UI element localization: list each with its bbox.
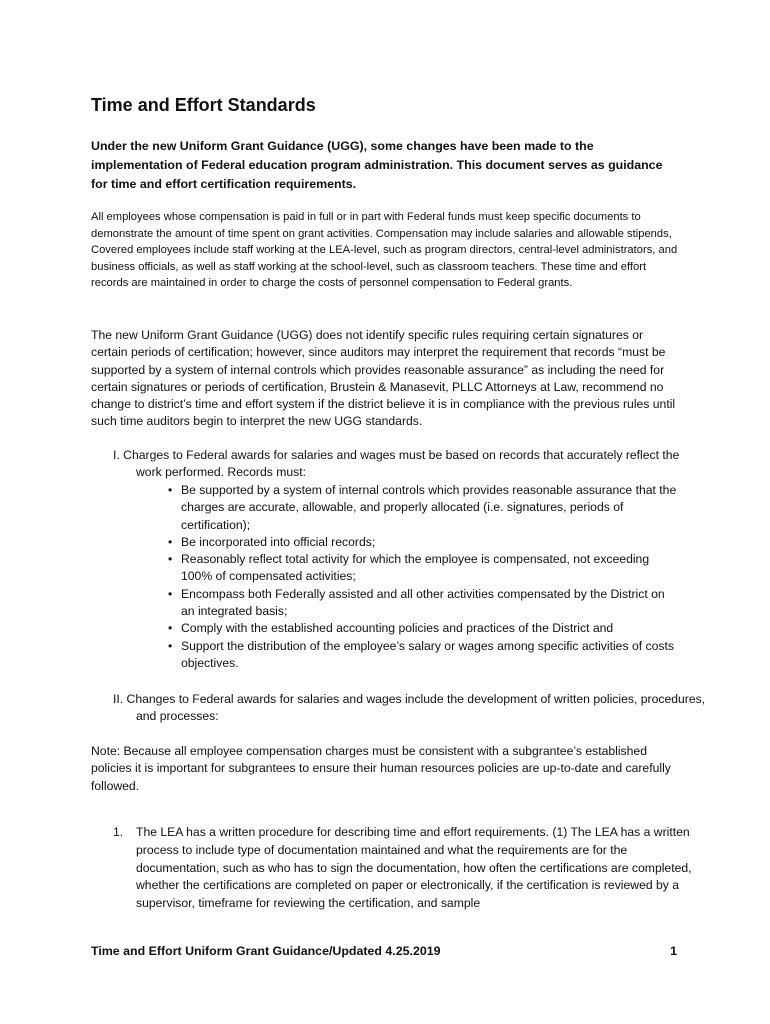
section-ii-heading: II. Changes to Federal awards for salaries and wages include the development of written policies, procedures, and processes:: [113, 692, 706, 724]
ugg-paragraph: The new Uniform Grant Guidance (UGG) does not identify specific rules requiring certain signatures or certain periods of certification; however, since auditors may interpret the requirement that records “must be supported by a system of internal controls which provides reasonable assurance” as including the need for certain signatures or periods of certification, Brustein & Manasevit, PLLC Attorneys at Law, recommend no change to district’s time and effort system if the district believe it is in compliance with the previous rules until such time auditors begin to interpret the new UGG standards.: [91, 328, 676, 429]
list-item: • Comply with the established accounting policies and practices of the District and: [158, 620, 678, 637]
footer-text: Time and Effort Uniform Grant Guidance/Updated 4.25.2019: [91, 944, 441, 958]
note-paragraph: Note: Because all employee compensation charges must be consistent with a subgrantee’s established policies it is important for subgrantees to ensure their human resources policies are up-to-date and carefully followed.: [91, 744, 671, 793]
list-item: • Reasonably reflect total activity for which the employee is compensated, not exceeding 100% of compensated activities;: [158, 551, 678, 586]
intro-paragraph: Under the new Uniform Grant Guidance (UGG), some changes have been made to the implementation of Federal education program administration. This document serves as guidance for time and effort certification requirements.: [91, 139, 663, 191]
section-i-heading: I. Charges to Federal awards for salaries and wages must be based on records that accurately reflect the work performed. Records must:: [113, 448, 680, 480]
page-title: Time and Effort Standards: [91, 95, 316, 115]
list-item: • Be incorporated into official records;: [158, 534, 678, 551]
list-item-text: The LEA has a written procedure for describing time and effort requirements. (1) The LEA has a written process to include type of documentation maintained and what the requirements are for the documentation, such as who has to sign the documentation, how often the certifications are completed, whether the certifications are completed on paper or electronically, if the certification is reviewed by a supervisor, timeframe for reviewing the certification, and sample: [136, 825, 692, 911]
records-requirements-list: [158, 482, 678, 672]
numbered-list-item: [113, 824, 706, 913]
compensation-paragraph: All employees whose compensation is paid in full or in part with Federal funds must keep specific documents to demonstrate the amount of time spent on grant activities. Compensation may include salaries and allowable stipends, Covered employees include staff working at the LEA-level, such as program directors, central-level administrators, and business officials, as well as staff working at the school-level, such as classroom teachers. These time and effort records are maintained in order to charge the costs of personnel compensation to Federal grants.: [91, 211, 678, 290]
list-item: • Be supported by a system of internal controls which provides reasonable assurance that the charges are accurate, allowable, and properly allocated (i.e. signatures, periods of certification);: [158, 482, 678, 534]
page-number: 1: [670, 944, 677, 958]
page-footer: [91, 944, 677, 958]
list-item: • Support the distribution of the employee’s salary or wages among specific activities of costs objectives.: [158, 638, 678, 673]
list-number: 1.: [113, 825, 124, 839]
list-item: • Encompass both Federally assisted and all other activities compensated by the District on an integrated basis;: [158, 586, 678, 621]
